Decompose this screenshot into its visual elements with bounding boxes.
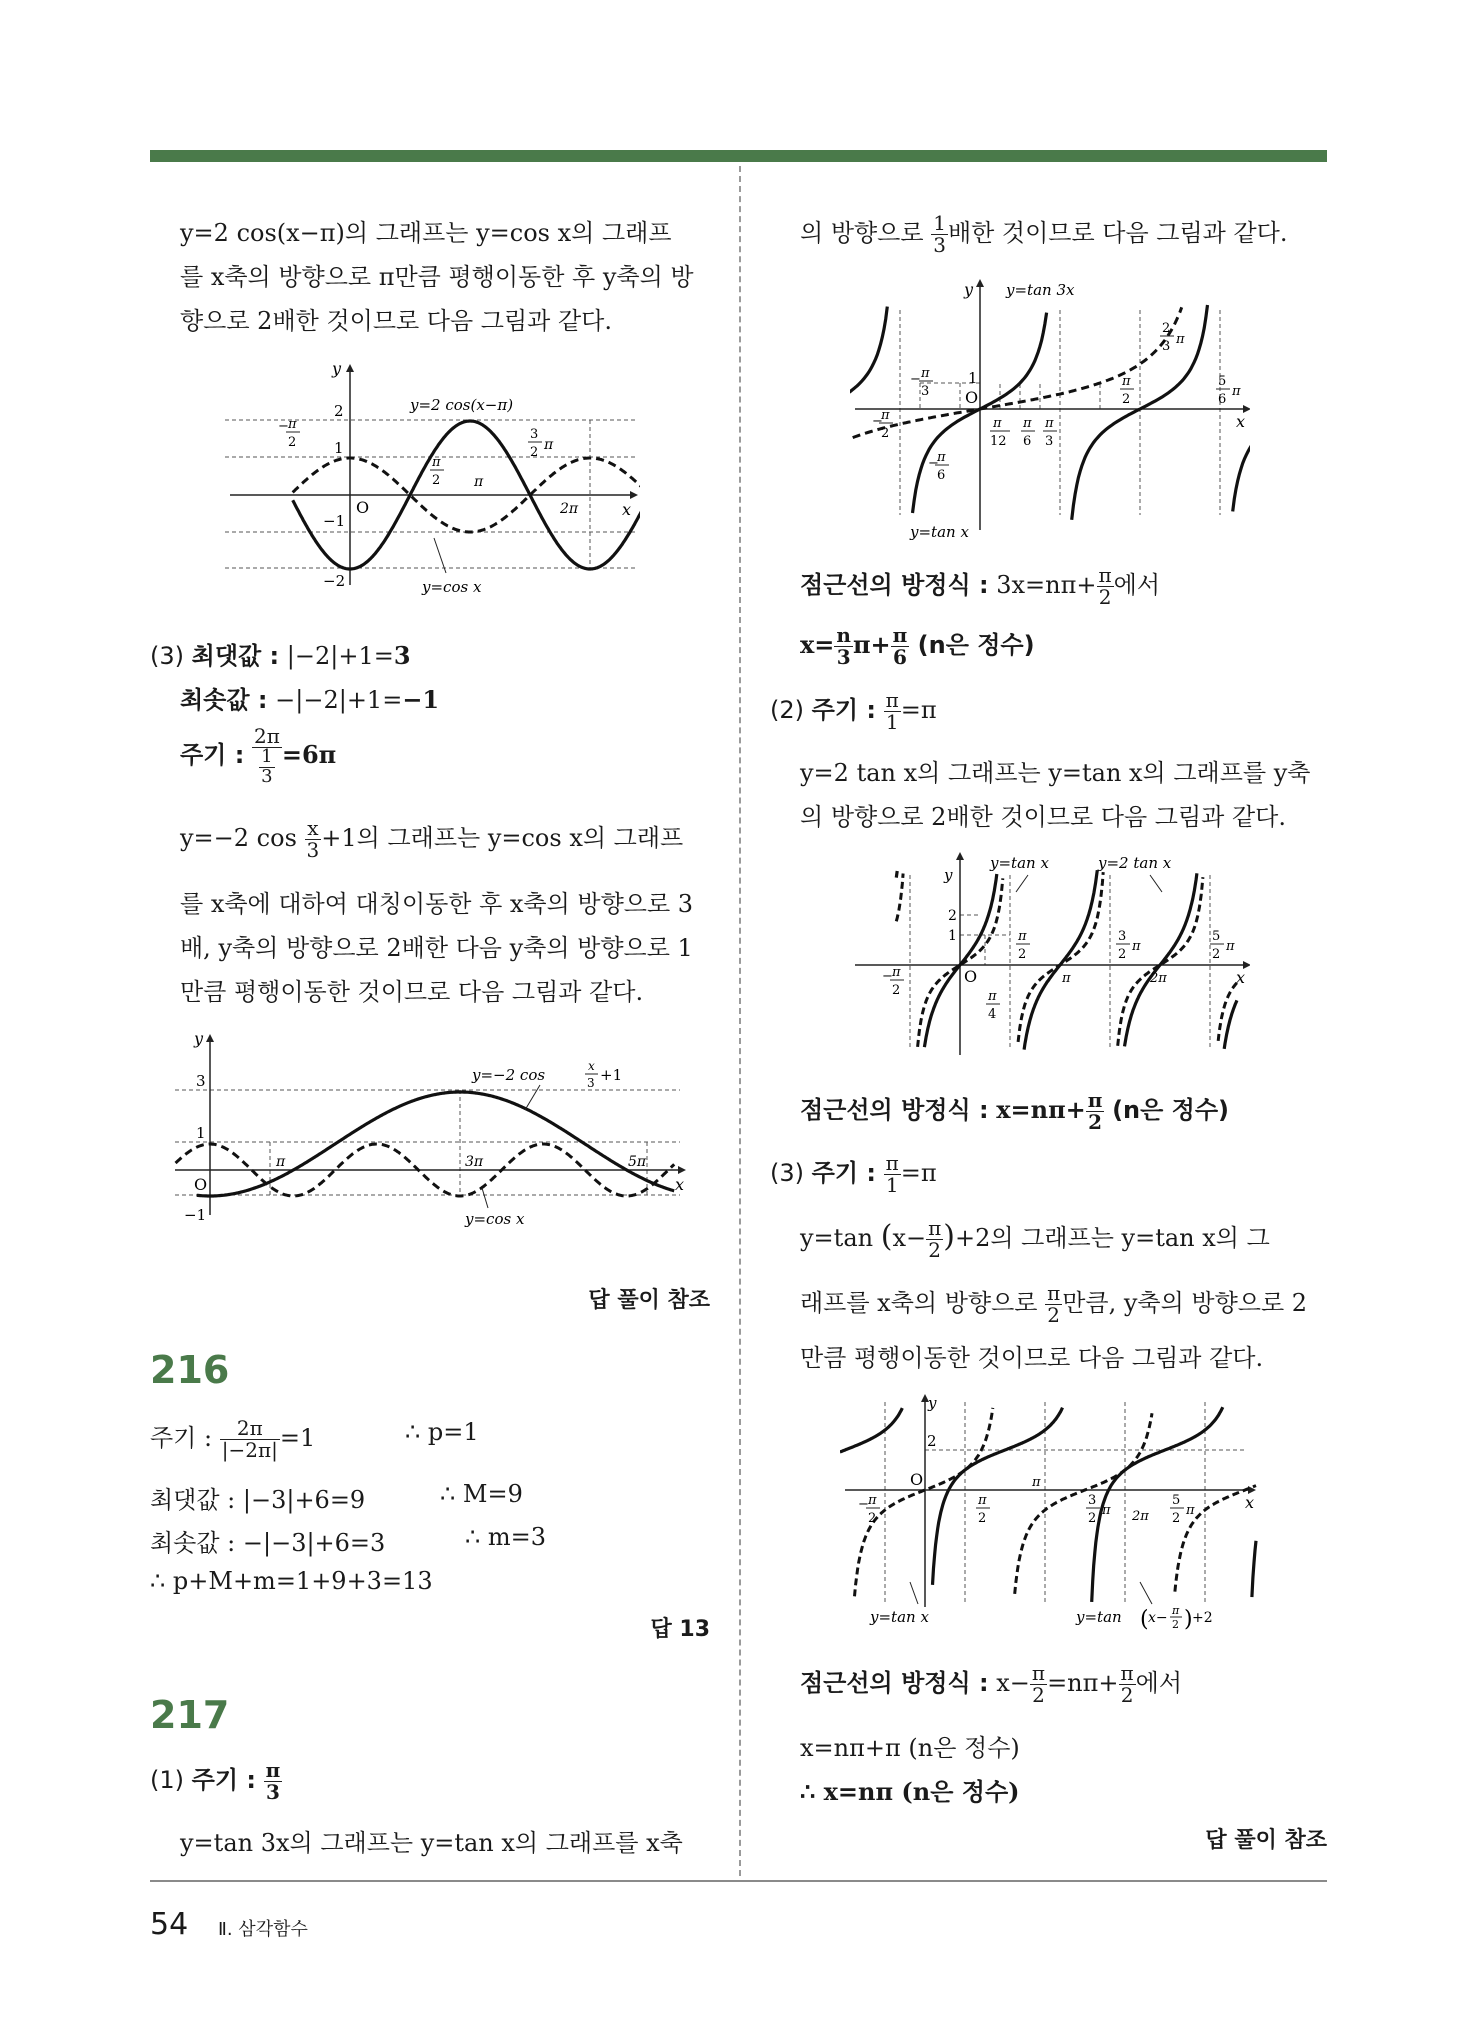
tick-label: 2	[892, 983, 901, 998]
tan-shift-equation: y=tan (x− $\frac{\pi}{2}$ )+2의 그래프는 y=tan x의 그	[800, 1216, 1270, 1262]
tick-label: 2	[1212, 947, 1221, 962]
text-line: y=tan 3x의 그래프는 y=tan x의 그래프를 x축	[180, 1829, 683, 1857]
x-axis-label: x	[622, 500, 632, 519]
curve-label: y=tan x	[990, 854, 1049, 872]
graph-cos-reflect	[170, 1030, 690, 1230]
curve-label: x−	[1148, 1610, 1168, 1626]
curve-label: y=tan x	[910, 523, 969, 541]
problem-number-217: 217	[150, 1693, 230, 1737]
tick-label: π	[276, 1154, 286, 1170]
tick-label: π	[288, 417, 297, 432]
tick-label: −	[882, 969, 893, 984]
answer-note: 답 풀이 참조	[588, 1288, 710, 1313]
solution-1: x= $\frac{n}{3}$ π+ $\frac{\pi}{6}$ (n은 정수)	[800, 623, 1035, 669]
origin-label: O	[910, 1470, 924, 1489]
tick-label: π	[474, 474, 484, 490]
tick-label: π	[1226, 939, 1235, 954]
tick-label: 2	[530, 445, 539, 460]
tick-label: π	[1232, 384, 1241, 399]
curve-label: y=tan	[1076, 1608, 1122, 1626]
answer-note-right: 답 풀이 참조	[1205, 1828, 1327, 1853]
x-axis-label: x	[1236, 968, 1246, 987]
text-line: y=2 tan x의 그래프는 y=tan x의 그래프를 y축	[800, 759, 1311, 787]
asymptote-2: 점근선의 방정식 : x=nπ+ $\frac{\pi}{2}$ (n은 정수)	[800, 1088, 1230, 1134]
tick-label: 2	[1122, 392, 1131, 407]
tick-label: π	[1045, 416, 1054, 431]
curve-label: y=−2 cos	[472, 1066, 546, 1084]
text-line: y=2 cos(x−π)의 그래프는 y=cos x의 그래프	[180, 219, 672, 247]
y-axis-label: y	[332, 360, 342, 378]
part-3-period: 주기 : $\frac{2\pi}{\frac{1}{3}}$ =6π	[180, 724, 337, 787]
text-line: 배, y축의 방향으로 2배한 다음 y축의 방향으로 1	[180, 934, 693, 962]
solution-3b: ∴ x=nπ (n은 정수)	[800, 1777, 1020, 1806]
top-accent-bar	[150, 150, 1327, 162]
tick-label: 3π	[465, 1154, 484, 1170]
text-line: 향으로 2배한 것이므로 다음 그림과 같다.	[180, 307, 612, 335]
curve-label: 2	[1172, 1618, 1179, 1631]
tick-label: π	[988, 989, 997, 1004]
tick-label: −	[858, 1497, 869, 1512]
curve-label: +2	[1192, 1610, 1213, 1626]
tick-label: 2	[881, 426, 890, 441]
tick-label: π	[1176, 332, 1185, 347]
tick-label: 2	[1172, 1511, 1181, 1526]
tick-label: π	[1023, 416, 1032, 431]
y-axis-label: y	[194, 1030, 204, 1048]
tick-label: −	[278, 419, 289, 434]
tick-label: 2	[1162, 321, 1171, 336]
p216-line-2: 최댓값 : |−3|+6=9 ∴ M=9	[150, 1480, 523, 1514]
tick-label: 4	[988, 1007, 997, 1022]
tick-label: −2	[323, 572, 346, 590]
curve-label: y=tan x	[870, 1608, 929, 1626]
tick-label: π	[937, 450, 946, 465]
tick-label: 3	[196, 1072, 206, 1090]
p217-part-1: (1) 주기 : $\frac{\pi}{3}$	[150, 1758, 281, 1804]
y-axis-label: y	[944, 866, 953, 884]
tick-label: 3	[1162, 339, 1171, 354]
tick-label: 3	[530, 427, 539, 442]
tick-label: 1	[334, 439, 344, 457]
y-axis-label: y	[964, 280, 974, 299]
tick-label: 2	[288, 435, 297, 450]
text-line: 만큼 평행이동한 것이므로 다음 그림과 같다.	[800, 1344, 1264, 1372]
curve-label: 3	[587, 1076, 595, 1090]
curve-label: y=2 cos(x−π)	[410, 396, 514, 414]
part-3-period-right: (3) 주기 : $\frac{\pi}{1}$ =π	[770, 1151, 937, 1197]
curve-label: y=2 tan x	[1098, 854, 1172, 872]
part-3-equation: y=−2 cos $\frac{x}{3}$ +1의 그래프는 y=cos x의 그래프	[180, 816, 684, 862]
curve-label: (	[1140, 1607, 1149, 1632]
tick-label: 6	[937, 468, 946, 483]
graph-2tan	[850, 850, 1250, 1060]
tick-label: π	[993, 416, 1002, 431]
tick-label: 2π	[1150, 971, 1167, 986]
tick-label: 5	[1172, 1493, 1181, 1508]
curve-label: π	[1172, 1604, 1180, 1617]
graph-tan-3x	[850, 275, 1250, 545]
part-3-max: (3) 최댓값 : |−2|+1=3	[150, 641, 411, 670]
p216-line-4: ∴ p+M+m=1+9+3=13	[150, 1567, 433, 1595]
tick-label: 3	[1118, 929, 1127, 944]
p216-line-3: 최솟값 : −|−3|+6=3 ∴ m=3	[150, 1523, 547, 1557]
tick-label: 6	[1218, 392, 1227, 407]
x-axis-label: x	[1245, 1493, 1255, 1512]
graph-tan-shift	[840, 1392, 1260, 1632]
text-line: 의 방향으로 2배한 것이므로 다음 그림과 같다.	[800, 803, 1286, 831]
tick-label: π	[432, 455, 441, 470]
text-line: 의 방향으로 $\frac{1}{3}$ 배한 것이므로 다음 그림과 같다.	[800, 211, 1288, 257]
text-line: 만큼 평행이동한 것이므로 다음 그림과 같다.	[180, 978, 644, 1006]
tick-label: 2	[948, 908, 957, 924]
graph-cos-shift	[220, 360, 640, 600]
tick-label: 1	[968, 369, 978, 387]
asymptote-1: 점근선의 방정식 : 3x=nπ+ $\frac{\pi}{2}$ 에서	[800, 563, 1161, 609]
tick-label: 3	[1088, 1493, 1097, 1508]
tick-label: π	[1186, 1503, 1195, 1518]
tick-label: −	[872, 414, 883, 429]
tick-label: −1	[184, 1206, 207, 1224]
tick-label: −	[910, 372, 921, 387]
problem-number-216: 216	[150, 1348, 230, 1392]
tick-label: 2	[432, 473, 441, 488]
curve-label: )	[1184, 1607, 1193, 1632]
tick-label: 5	[1218, 374, 1227, 389]
tick-label: 2	[334, 402, 344, 420]
tick-label: 2	[868, 1511, 877, 1526]
text-line: 를 x축의 방향으로 π만큼 평행이동한 후 y축의 방	[180, 263, 694, 291]
page-number: 54	[150, 1907, 189, 1942]
tick-label: π	[921, 366, 930, 381]
answer-216: 답 13	[650, 1617, 710, 1642]
tick-label: 12	[990, 434, 1007, 449]
origin-label: O	[356, 498, 370, 517]
tick-label: 2π	[1132, 1509, 1149, 1524]
tick-label: 2	[978, 1511, 987, 1526]
tick-label: 2π	[560, 501, 579, 517]
tick-label: 5	[1212, 929, 1221, 944]
tick-label: 2	[1118, 947, 1127, 962]
x-axis-label: x	[675, 1175, 685, 1194]
tick-label: π	[1122, 374, 1131, 389]
curve-label: y=cos x	[465, 1210, 525, 1228]
tick-label: π	[544, 437, 554, 453]
curve-label: y=tan 3x	[1006, 281, 1075, 299]
curve-label: y=cos x	[422, 578, 482, 596]
tick-label: 3	[1045, 434, 1054, 449]
tick-label: 1	[196, 1124, 206, 1142]
section-title: Ⅱ. 삼각함수	[218, 1919, 308, 1940]
origin-label: O	[965, 388, 979, 407]
part-3-min: 최솟값 : −|−2|+1=−1	[180, 685, 440, 714]
tick-label: π	[1062, 971, 1071, 986]
tick-label: 6	[1023, 434, 1032, 449]
curve-label: x	[588, 1059, 595, 1073]
asymptote-3: 점근선의 방정식 : x− $\frac{\pi}{2}$ =nπ+ $\frac{\pi}{2}$ 에서	[800, 1661, 1183, 1707]
tick-label: π	[1132, 939, 1141, 954]
tick-label: π	[881, 408, 890, 423]
text-line: 를 x축에 대하여 대칭이동한 후 x축의 방향으로 3	[180, 890, 694, 918]
tick-label: 2	[1018, 947, 1027, 962]
solution-3a: x=nπ+π (n은 정수)	[800, 1734, 1020, 1762]
tick-label: 2	[927, 1432, 937, 1450]
origin-label: O	[194, 1175, 208, 1194]
x-axis-label: x	[1236, 412, 1246, 431]
tan-shift-text: 래프를 x축의 방향으로 $\frac{\pi}{2}$ 만큼, y축의 방향으로 2	[800, 1281, 1308, 1327]
tick-label: π	[978, 1493, 987, 1508]
tick-label: −	[928, 456, 939, 471]
tick-label: π	[1018, 929, 1027, 944]
tick-label: π	[892, 965, 901, 980]
tick-label: 2	[1088, 1511, 1097, 1526]
column-divider	[739, 166, 741, 1876]
tick-label: π	[868, 1493, 877, 1508]
tick-label: π	[1102, 1503, 1111, 1518]
y-axis-label: y	[928, 1394, 937, 1412]
curve-label: +1	[600, 1066, 623, 1084]
tick-label: −1	[323, 512, 346, 530]
tick-label: π	[1032, 1475, 1041, 1490]
tick-label: 5π	[628, 1154, 647, 1170]
origin-label: O	[964, 967, 978, 986]
part-2-period: (2) 주기 : $\frac{\pi}{1}$ =π	[770, 688, 937, 734]
tick-label: 3	[921, 384, 930, 399]
tick-label: 1	[948, 928, 957, 944]
footer-rule	[150, 1880, 1327, 1882]
p216-line-1: 주기 : $\frac{2\pi}{|-2\pi|}$ =1 ∴ p=1	[150, 1416, 479, 1462]
